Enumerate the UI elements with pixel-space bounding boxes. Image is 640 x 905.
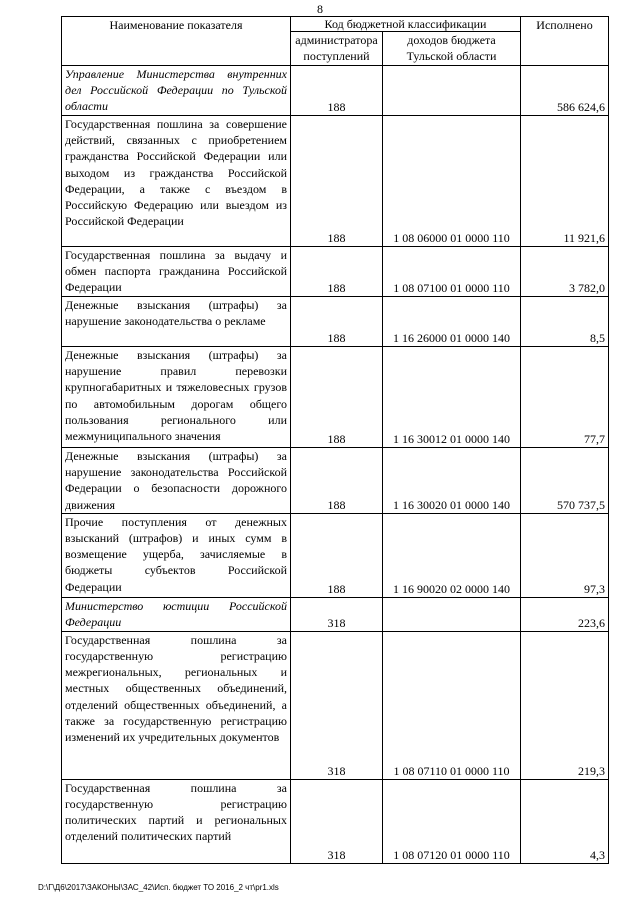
row-revenue-code: 1 08 07120 01 0000 110 — [383, 779, 521, 863]
row-executed-amount: 4,3 — [521, 779, 609, 863]
row-revenue-code — [383, 66, 521, 116]
row-executed-amount: 219,3 — [521, 631, 609, 779]
row-executed-amount: 11 921,6 — [521, 116, 609, 247]
table-row — [62, 116, 609, 247]
row-revenue-code: 1 08 06000 01 0000 110 — [383, 116, 521, 247]
row-name: Государственная пошлина за государственную регистрацию межрегиональных, региональных и местных общественных объединений, отделений общественных объединений, а также за государственную регистрацию изменений их учредительных документов — [62, 631, 291, 779]
row-executed-amount: 3 782,0 — [521, 247, 609, 297]
row-admin-code: 188 — [291, 347, 383, 448]
row-name: Государственная пошлина за совершение действий, связанных с приобретением гражданства Российской Федерации или выходом из гражданства Российской Федерации, а также с въездом в Российскую Федерацию или выездом из Российской Федерации — [62, 116, 291, 247]
row-admin-code: 318 — [291, 631, 383, 779]
row-name: Управление Министерства внутренних дел Российской Федерации по Тульской области — [62, 66, 291, 116]
page-number: 8 — [317, 2, 323, 16]
row-name: Денежные взыскания (штрафы) за нарушение законодательства Российской Федерации о безопасности дорожного движения — [62, 448, 291, 514]
header-revenue-code: доходов бюджета Тульской области — [383, 32, 521, 66]
row-revenue-code: 1 16 30020 01 0000 140 — [383, 448, 521, 514]
header-indicator-name: Наименование показателя — [62, 17, 291, 66]
table-row — [62, 597, 609, 631]
row-name: Денежные взыскания (штрафы) за нарушение законодательства о рекламе — [62, 297, 291, 347]
table-row — [62, 66, 609, 116]
row-admin-code: 188 — [291, 116, 383, 247]
table-row — [62, 513, 609, 597]
row-revenue-code: 1 08 07100 01 0000 110 — [383, 247, 521, 297]
row-revenue-code — [383, 597, 521, 631]
row-executed-amount: 570 737,5 — [521, 448, 609, 514]
row-executed-amount: 223,6 — [521, 597, 609, 631]
row-admin-code: 188 — [291, 448, 383, 514]
row-admin-code: 188 — [291, 297, 383, 347]
row-name: Денежные взыскания (штрафы) за нарушение правил перевозки крупногабаритных и тяжеловесных грузов по автомобильным дорогам общего пользования регионального или межмуниципального значения — [62, 347, 291, 448]
row-admin-code: 188 — [291, 66, 383, 116]
row-name: Министерство юстиции Российской Федерации — [62, 597, 291, 631]
row-revenue-code: 1 08 07110 01 0000 110 — [383, 631, 521, 779]
footer-file-path: D:\Г\Д6\2017\ЗАКОНЫ\ЗАС_42\Исп. бюджет ТО 2016_2 чт\pr1.xls — [38, 883, 279, 892]
row-executed-amount: 77,7 — [521, 347, 609, 448]
row-executed-amount: 97,3 — [521, 513, 609, 597]
row-name: Государственная пошлина за выдачу и обмен паспорта гражданина Российской Федерации — [62, 247, 291, 297]
row-revenue-code: 1 16 30012 01 0000 140 — [383, 347, 521, 448]
table-row — [62, 779, 609, 863]
table-row — [62, 347, 609, 448]
row-admin-code: 318 — [291, 597, 383, 631]
header-executed: Исполнено — [521, 17, 609, 66]
row-admin-code: 188 — [291, 513, 383, 597]
header-budget-classification-code: Код бюджетной классификации — [291, 17, 521, 32]
row-executed-amount: 586 624,6 — [521, 66, 609, 116]
table-row — [62, 631, 609, 779]
table-row — [62, 247, 609, 297]
row-name: Государственная пошлина за государственную регистрацию политических партий и региональных отделений политических партий — [62, 779, 291, 863]
row-revenue-code: 1 16 90020 02 0000 140 — [383, 513, 521, 597]
row-admin-code: 188 — [291, 247, 383, 297]
header-administrator: администратора поступлений — [291, 32, 383, 66]
table-row — [62, 448, 609, 514]
budget-revenue-table — [61, 16, 609, 864]
table-row — [62, 297, 609, 347]
row-name: Прочие поступления от денежных взысканий (штрафов) и иных сумм в возмещение ущерба, зачисляемые в бюджеты субъектов Российской Федерации — [62, 513, 291, 597]
row-revenue-code: 1 16 26000 01 0000 140 — [383, 297, 521, 347]
row-executed-amount: 8,5 — [521, 297, 609, 347]
row-admin-code: 318 — [291, 779, 383, 863]
